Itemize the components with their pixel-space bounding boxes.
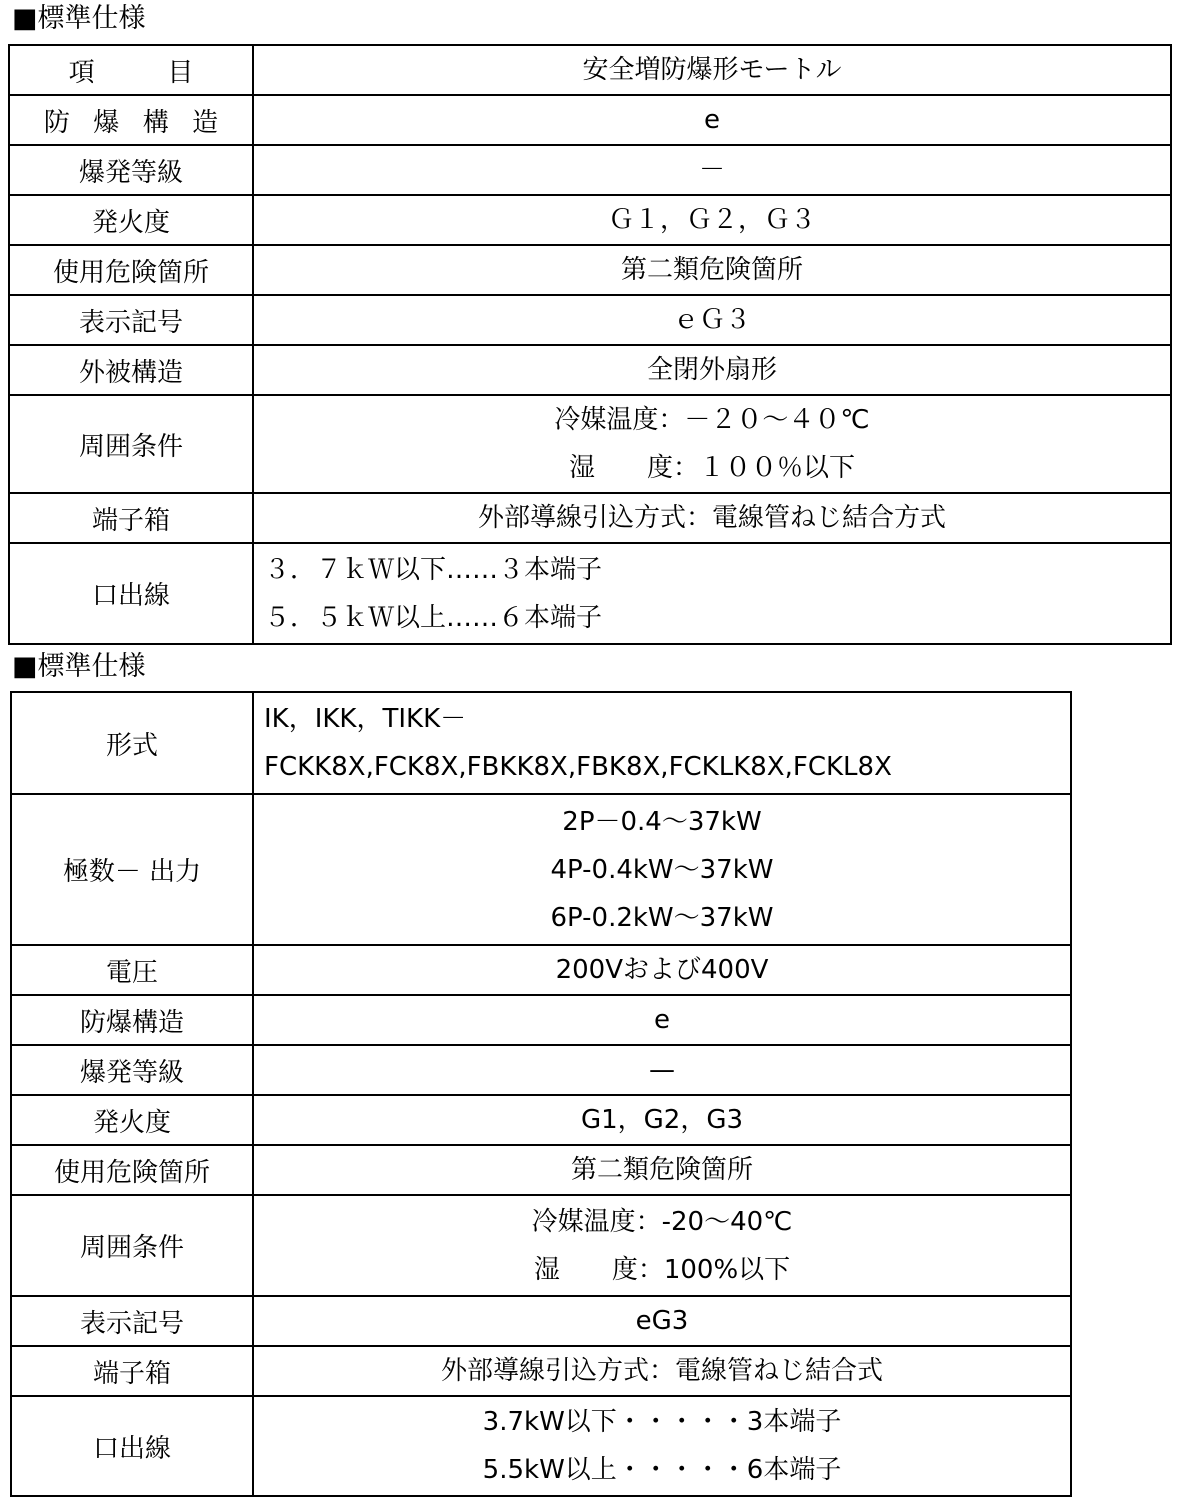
row-label-ignition: 発火度 <box>9 195 253 245</box>
table-row <box>9 195 1171 245</box>
table-row <box>11 1396 1071 1496</box>
table-row <box>9 45 1171 95</box>
row-value-ignition: Ｇ１，Ｇ２，Ｇ３ <box>253 195 1171 245</box>
table-row <box>11 995 1071 1045</box>
row-label-poles-output: 極数－ 出力 <box>11 794 253 945</box>
row-label-lead-wire-2: 口出線 <box>11 1396 253 1496</box>
table-row <box>9 245 1171 295</box>
row-label-ambient: 周囲条件 <box>9 395 253 493</box>
section-1-heading: ■標準仕様 <box>12 3 146 34</box>
row-value-terminal-box-2: 外部導線引込方式：電線管ねじ結合式 <box>253 1346 1071 1396</box>
table-row <box>11 1346 1071 1396</box>
row-value-ignition-2: G1，G2，G3 <box>253 1095 1071 1145</box>
spec-table-2 <box>10 691 1072 1497</box>
table-row <box>9 95 1171 145</box>
row-value-hazard-location: 第二類危険箇所 <box>253 245 1171 295</box>
table-row <box>9 145 1171 195</box>
row-label-explosion-structure-2: 防爆構造 <box>11 995 253 1045</box>
row-value-lead-wire-2: 3.7kW以下・・・・・3本端子 5.5kW以上・・・・・6本端子 <box>253 1396 1071 1496</box>
table-row <box>11 692 1071 794</box>
row-label-marking: 表示記号 <box>9 295 253 345</box>
spec-table-1 <box>8 44 1172 645</box>
table-row <box>9 295 1171 345</box>
row-value-marking-2: eG3 <box>253 1296 1071 1346</box>
row-value-explosion-structure-2: e <box>253 995 1071 1045</box>
row-label-ignition-2: 発火度 <box>11 1095 253 1145</box>
table-row <box>11 1145 1071 1195</box>
row-label-explosion-class: 爆発等級 <box>9 145 253 195</box>
table-row <box>11 1095 1071 1145</box>
row-value-item: 安全増防爆形モートル <box>253 45 1171 95</box>
row-label-item: 項 目 <box>9 45 253 95</box>
row-label-terminal-box: 端子箱 <box>9 493 253 543</box>
row-value-explosion-class: － <box>253 145 1171 195</box>
row-label-explosion-class-2: 爆発等級 <box>11 1045 253 1095</box>
row-label-explosion-structure: 防爆構造 <box>9 95 253 145</box>
row-value-hazard-location-2: 第二類危険箇所 <box>253 1145 1071 1195</box>
table-row <box>11 1296 1071 1346</box>
row-label-model: 形式 <box>11 692 253 794</box>
row-value-enclosure: 全閉外扇形 <box>253 345 1171 395</box>
row-value-model: IK，IKK，TIKK－ FCKK8X,FCK8X,FBKK8X,FBK8X,FCKLK8X,FCKL8X <box>253 692 1071 794</box>
table-row <box>11 945 1071 995</box>
row-label-marking-2: 表示記号 <box>11 1296 253 1346</box>
row-label-hazard-location-2: 使用危険箇所 <box>11 1145 253 1195</box>
table-row <box>9 543 1171 644</box>
row-value-voltage: 200Vおよび400V <box>253 945 1071 995</box>
table-row <box>9 345 1171 395</box>
row-label-hazard-location: 使用危険箇所 <box>9 245 253 295</box>
table-row <box>11 1195 1071 1296</box>
row-label-terminal-box-2: 端子箱 <box>11 1346 253 1396</box>
row-value-poles-output: 2P－0.4～37kW 4P-0.4kW～37kW 6P-0.2kW～37kW <box>253 794 1071 945</box>
row-label-ambient-2: 周囲条件 <box>11 1195 253 1296</box>
row-value-explosion-class-2: — <box>253 1045 1071 1095</box>
row-label-enclosure: 外被構造 <box>9 345 253 395</box>
table-row <box>11 1045 1071 1095</box>
row-label-lead-wire: 口出線 <box>9 543 253 644</box>
table-row <box>9 493 1171 543</box>
row-value-lead-wire: ３．７ｋＷ以下……３本端子 ５．５ｋＷ以上……６本端子 <box>253 543 1171 644</box>
row-value-marking: ｅＧ３ <box>253 295 1171 345</box>
table-row <box>9 395 1171 493</box>
row-value-explosion-structure: e <box>253 95 1171 145</box>
row-value-ambient-2: 冷媒温度：-20～40℃ 湿 度：100%以下 <box>253 1195 1071 1296</box>
table-row <box>11 794 1071 945</box>
row-value-ambient: 冷媒温度：－２０～４０℃ 湿 度：１００％以下 <box>253 395 1171 493</box>
row-value-terminal-box: 外部導線引込方式：電線管ねじ結合方式 <box>253 493 1171 543</box>
row-label-voltage: 電圧 <box>11 945 253 995</box>
section-2-heading: ■標準仕様 <box>12 651 146 682</box>
